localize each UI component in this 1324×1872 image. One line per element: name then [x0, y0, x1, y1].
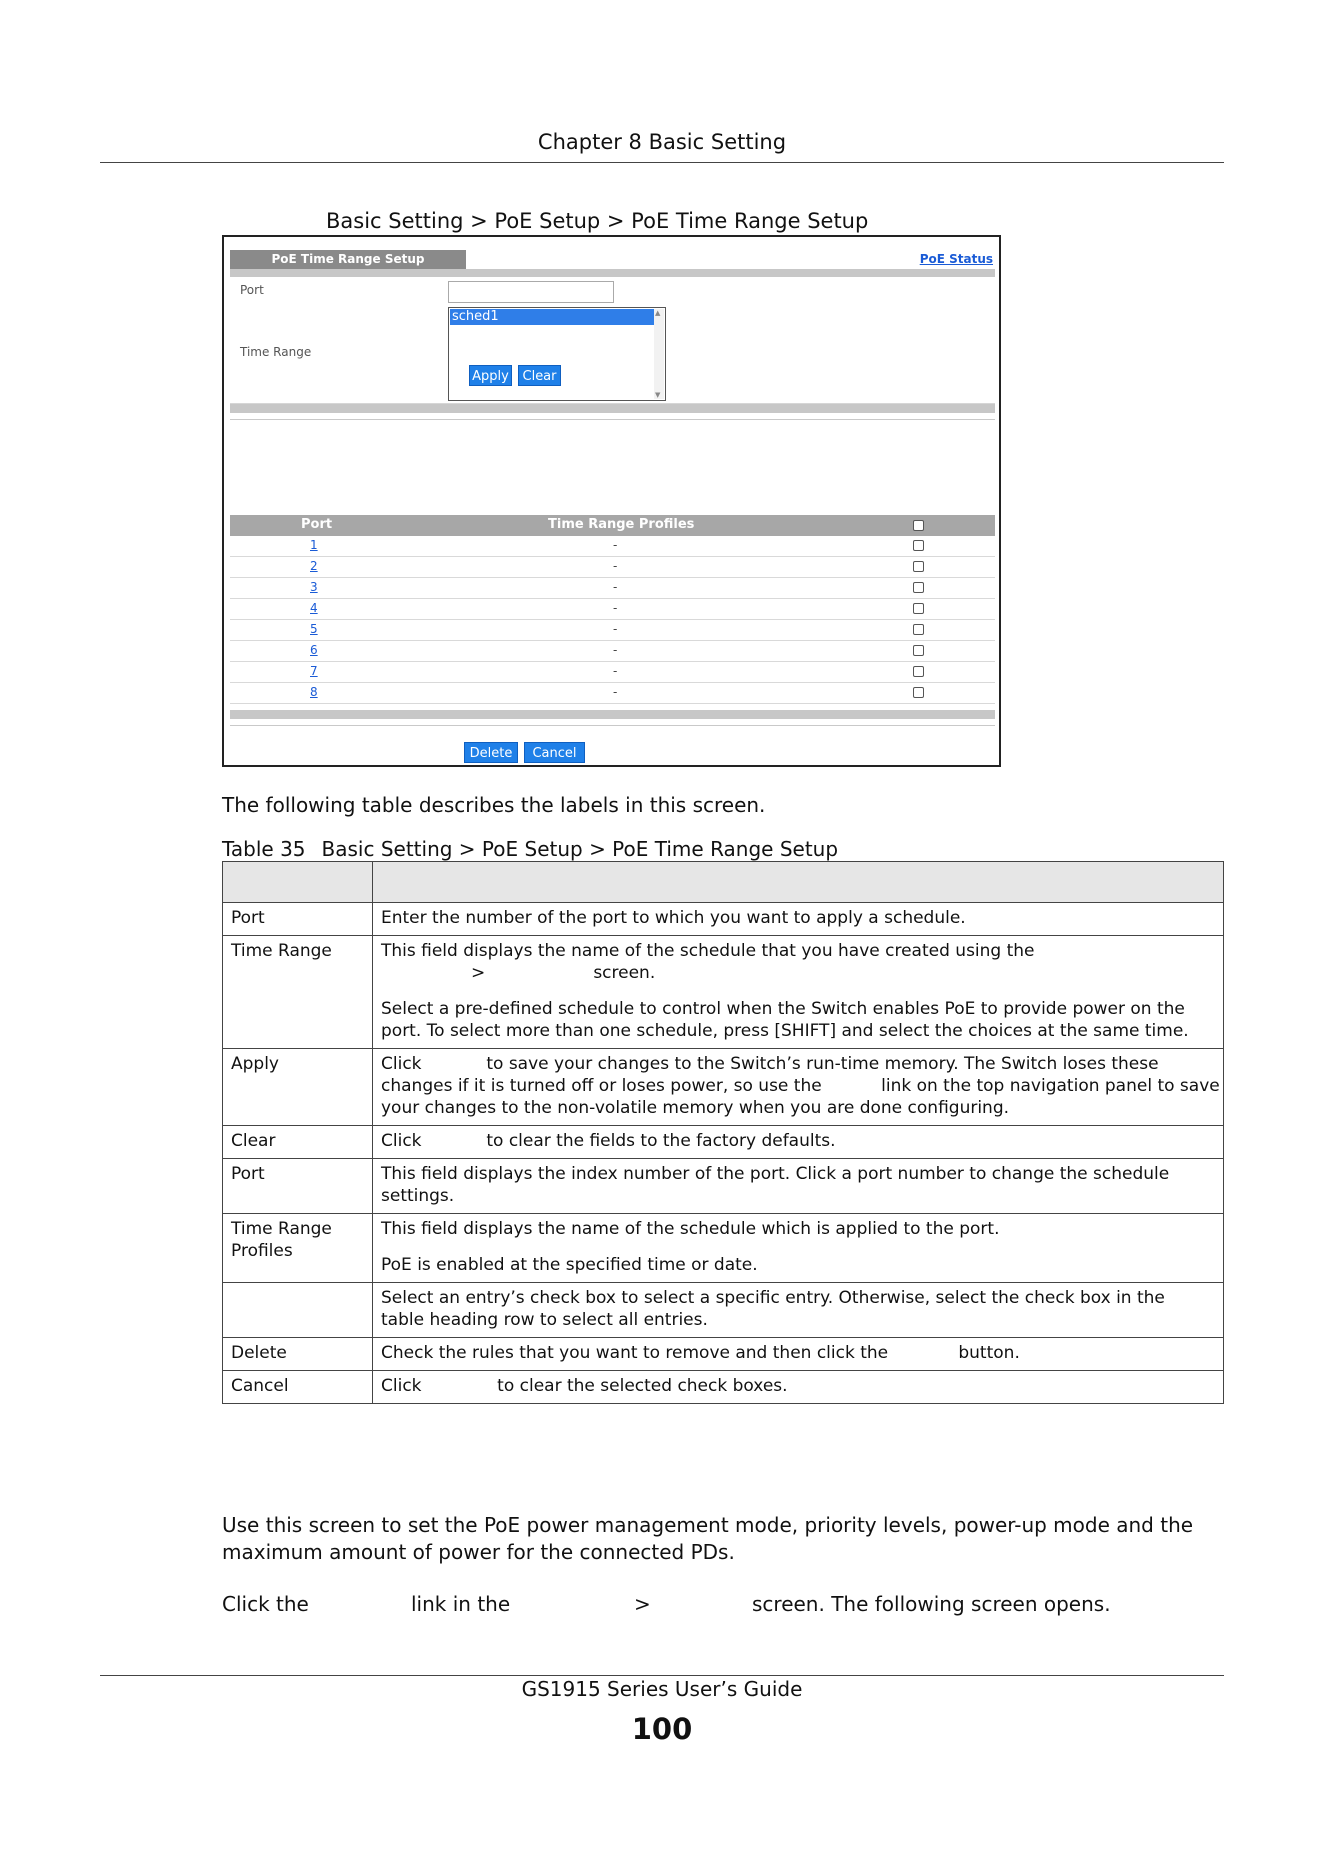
port-link[interactable]: 8: [310, 685, 318, 699]
page-number: 100: [631, 1712, 693, 1746]
scroll-up-icon[interactable]: ▲: [655, 309, 661, 317]
description-line: Click to save your changes to the Switch’s run-time memory. The Switch loses these: [381, 1054, 1159, 1074]
header-rule: [100, 162, 1224, 163]
description-line: Click to clear the selected check boxes.: [381, 1376, 788, 1396]
description-line: table heading row to select all entries.: [381, 1310, 708, 1330]
description-line: This field displays the index number of the port. Click a port number to change the schedule: [381, 1164, 1170, 1184]
table-row: [230, 662, 995, 683]
description-cell: [373, 936, 1224, 1049]
table-row: [223, 903, 1224, 936]
description-line: This field displays the name of the schedule that you have created using the: [381, 941, 1035, 961]
footer-rule: [100, 1675, 1224, 1676]
header-bar: [230, 269, 995, 277]
description-cell: [373, 1049, 1224, 1126]
description-cell: [373, 1126, 1224, 1159]
table-header-row: [223, 862, 1224, 903]
description-cell: [373, 1159, 1224, 1214]
description-line: port. To select more than one schedule, press [SHIFT] and select the choices at the same time.: [381, 1021, 1189, 1041]
description-line: Click to clear the fields to the factory defaults.: [381, 1131, 836, 1151]
row-checkbox[interactable]: [913, 582, 924, 593]
table-caption-label: Table 35: [222, 837, 306, 861]
form-footer-bar: [230, 404, 995, 413]
description-line: your changes to the non-volatile memory when you are done configuring.: [381, 1098, 1010, 1118]
label-cell: Time Range Profiles: [223, 1214, 373, 1283]
port-input[interactable]: [448, 281, 614, 303]
profile-value: -: [613, 643, 618, 657]
poe-time-range-screen: [222, 235, 1001, 767]
instruction-part: >: [634, 1592, 651, 1616]
figure-caption: Basic Setting > PoE Setup > PoE Time Range Setup: [326, 209, 869, 233]
chapter-title: Chapter 8 Basic Setting: [537, 130, 787, 154]
table-row: [223, 1159, 1224, 1214]
profile-value: -: [613, 685, 618, 699]
description-line: Enter the number of the port to which you want to apply a schedule.: [381, 908, 966, 928]
description-cell: [373, 1371, 1224, 1404]
time-range-option-selected[interactable]: sched1: [450, 309, 654, 325]
port-link[interactable]: 1: [310, 538, 318, 552]
table-row: [230, 536, 995, 557]
description-line: This field displays the name of the schedule which is applied to the port.: [381, 1219, 1000, 1239]
instruction-part: Click the: [222, 1592, 309, 1616]
port-link[interactable]: 7: [310, 664, 318, 678]
table-row: [223, 936, 1224, 1049]
description-table: [222, 861, 1224, 1404]
table-row: [230, 683, 995, 704]
col-port-header: Port: [301, 517, 333, 532]
table-footer-bar: [230, 710, 995, 719]
poe-status-link[interactable]: PoE Status: [919, 252, 993, 266]
label-cell: Clear: [223, 1126, 373, 1159]
instruction-part: screen. The following screen opens.: [752, 1592, 1111, 1616]
description-line: PoE is enabled at the specified time or date.: [381, 1255, 758, 1275]
label-cell: Port: [223, 1159, 373, 1214]
description-line: settings.: [381, 1186, 455, 1206]
label-cell: Time Range: [223, 936, 373, 1049]
table-row: [223, 1283, 1224, 1338]
row-checkbox[interactable]: [913, 624, 924, 635]
port-link[interactable]: 2: [310, 559, 318, 573]
table-row: [223, 1214, 1224, 1283]
table-row: [223, 1126, 1224, 1159]
row-checkbox[interactable]: [913, 645, 924, 656]
description-line: > screen.: [471, 963, 656, 983]
description-line: changes if it is turned off or loses power, so use the link on the top navigation panel to save: [381, 1076, 1220, 1096]
label-cell: Cancel: [223, 1371, 373, 1404]
profile-value: -: [613, 601, 618, 615]
label-cell: Apply: [223, 1049, 373, 1126]
table-row: [230, 599, 995, 620]
table-caption: [222, 837, 838, 861]
table-row: [230, 620, 995, 641]
table-row: [223, 1049, 1224, 1126]
table-row: [230, 557, 995, 578]
label-cell: [223, 1283, 373, 1338]
description-line: Check the rules that you want to remove and then click the button.: [381, 1343, 1020, 1363]
scroll-down-icon[interactable]: ▼: [655, 391, 661, 399]
port-label: Port: [240, 283, 264, 297]
clear-button[interactable]: Clear: [518, 365, 561, 386]
divider: [230, 419, 995, 420]
col-profiles-header: Time Range Profiles: [548, 517, 695, 532]
table-row: [223, 1338, 1224, 1371]
section-text: Use this screen to set the PoE power management mode, priority levels, power-up mode and the maximum amount of power for the connected PDs.: [222, 1513, 1194, 1564]
description-cell: [373, 903, 1224, 936]
table-row: [223, 1371, 1224, 1404]
select-all-checkbox[interactable]: [913, 520, 924, 531]
description-cell: [373, 1283, 1224, 1338]
header-cell: [373, 862, 1224, 903]
row-checkbox[interactable]: [913, 561, 924, 572]
row-checkbox[interactable]: [913, 540, 924, 551]
port-link[interactable]: 4: [310, 601, 318, 615]
description-line: Select a pre-defined schedule to control when the Switch enables PoE to provide power on the: [381, 999, 1185, 1019]
row-checkbox[interactable]: [913, 603, 924, 614]
listbox-scrollbar[interactable]: [654, 309, 664, 399]
table-row: [230, 578, 995, 599]
apply-button[interactable]: Apply: [469, 365, 512, 386]
panel-tab-title: PoE Time Range Setup: [230, 250, 466, 269]
delete-button[interactable]: Delete: [464, 742, 518, 763]
row-checkbox[interactable]: [913, 687, 924, 698]
profile-value: -: [613, 580, 618, 594]
description-line: Select an entry’s check box to select a specific entry. Otherwise, select the check box in the: [381, 1288, 1165, 1308]
port-link[interactable]: 5: [310, 622, 318, 636]
profile-value: -: [613, 622, 618, 636]
description-cell: [373, 1214, 1224, 1283]
label-cell: Delete: [223, 1338, 373, 1371]
footer-guide-title: GS1915 Series User’s Guide: [521, 1677, 803, 1701]
header-cell: [223, 862, 373, 903]
profile-value: -: [613, 664, 618, 678]
instruction-text: [222, 1592, 1224, 1619]
label-cell: Port: [223, 903, 373, 936]
row-checkbox[interactable]: [913, 666, 924, 677]
port-table-header: [230, 515, 995, 536]
divider: [230, 725, 995, 726]
table-row: [230, 641, 995, 662]
cancel-button[interactable]: Cancel: [524, 742, 585, 763]
port-link[interactable]: 6: [310, 643, 318, 657]
port-link[interactable]: 3: [310, 580, 318, 594]
table-caption-title: Basic Setting > PoE Setup > PoE Time Range Setup: [321, 837, 839, 861]
intro-text: The following table describes the labels in this screen.: [222, 793, 766, 817]
instruction-part: link in the: [411, 1592, 511, 1616]
profile-value: -: [613, 538, 618, 552]
time-range-label: Time Range: [240, 345, 312, 359]
description-cell: [373, 1338, 1224, 1371]
profile-value: -: [613, 559, 618, 573]
